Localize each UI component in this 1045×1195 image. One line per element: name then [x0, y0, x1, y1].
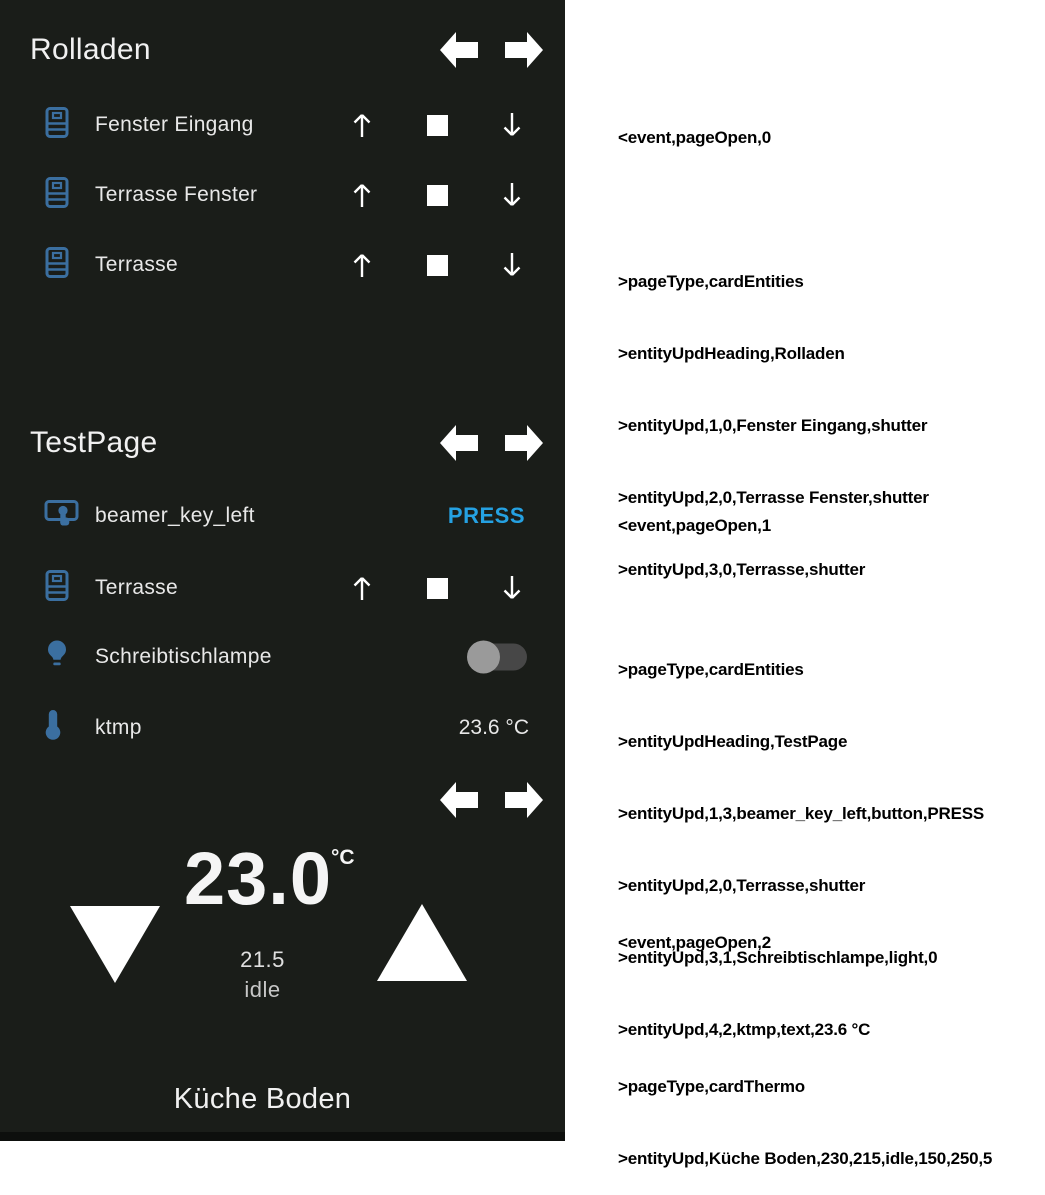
card2-nav-arrows: [440, 425, 543, 461]
protocol-line: >entityUpdHeading,Rolladen: [618, 344, 845, 363]
entity-label: Terrasse: [95, 576, 178, 599]
shutter-stop-button[interactable]: [427, 578, 448, 599]
arrow-right-icon: [505, 782, 543, 818]
protocol-line: >pageType,cardEntities: [618, 272, 804, 291]
protocol-event-line: <event,pageOpen,0: [618, 128, 771, 147]
entity-row: [0, 553, 565, 623]
page-next-button[interactable]: [505, 32, 543, 68]
protocol-line: >entityUpd,Küche Boden,230,215,idle,150,250,5: [618, 1149, 993, 1168]
arrow-down-icon: [499, 573, 525, 603]
card-heading-testpage: TestPage: [30, 426, 158, 459]
arrow-left-icon: [440, 32, 478, 68]
protocol-line: >entityUpd,2,0,Terrasse Fenster,shutter: [618, 488, 929, 507]
protocol-line: >pageType,cardThermo: [618, 1077, 805, 1096]
gesture-tap-button-icon: [44, 498, 80, 535]
arrow-down-icon: [499, 110, 525, 140]
entity-row: [0, 622, 565, 692]
window-shutter-icon: [44, 177, 70, 214]
entity-label: Terrasse: [95, 253, 178, 276]
arrow-down-icon: [499, 250, 525, 280]
thermo-entity-name: Küche Boden: [173, 1083, 352, 1115]
protocol-line: >entityUpd,3,1,Schreibtischlampe,light,0: [618, 948, 938, 967]
shutter-down-button[interactable]: [499, 250, 525, 280]
protocol-event-line: <event,pageOpen,2: [618, 933, 771, 952]
arrow-up-icon: [349, 250, 375, 280]
thermo-state: idle: [244, 977, 281, 1002]
protocol-line: >pageType,cardEntities: [618, 660, 804, 679]
entity-row: [0, 90, 565, 160]
thermo-current-temp: 23.0: [183, 837, 333, 920]
toggle-knob: [467, 641, 500, 674]
stop-square-icon: [427, 255, 448, 276]
protocol-line: >entityUpd,2,0,Terrasse,shutter: [618, 876, 866, 895]
entity-label: Terrasse Fenster: [95, 183, 258, 206]
entity-label: Fenster Eingang: [95, 113, 254, 136]
entity-label: ktmp: [95, 716, 142, 739]
shutter-up-button[interactable]: [349, 573, 375, 603]
protocol-line: >entityUpdHeading,TestPage: [618, 732, 848, 751]
stop-square-icon: [427, 578, 448, 599]
arrow-up-icon: [349, 180, 375, 210]
stop-square-icon: [427, 185, 448, 206]
protocol-event-line: <event,pageOpen,1: [618, 516, 771, 535]
shutter-up-button[interactable]: [349, 180, 375, 210]
shutter-stop-button[interactable]: [427, 115, 448, 136]
card-heading-rolladen: Rolladen: [30, 33, 151, 66]
shutter-up-button[interactable]: [349, 250, 375, 280]
card3-nav-arrows: [440, 782, 543, 818]
protocol-line: >entityUpd,4,2,ktmp,text,23.6 °C: [618, 1020, 871, 1039]
page-prev-button[interactable]: [440, 32, 478, 68]
press-button[interactable]: PRESS: [442, 502, 531, 530]
blank-line: [618, 198, 929, 222]
page-prev-button[interactable]: [440, 425, 478, 461]
page-next-button[interactable]: [505, 782, 543, 818]
shutter-down-button[interactable]: [499, 573, 525, 603]
protocol-line: >entityUpd,3,0,Terrasse,shutter: [618, 560, 866, 579]
entity-row: [0, 160, 565, 230]
window-shutter-icon: [44, 247, 70, 284]
blank-line: [618, 1003, 992, 1027]
light-toggle-switch[interactable]: [468, 643, 527, 672]
shutter-up-button[interactable]: [349, 110, 375, 140]
entity-row: [0, 693, 565, 763]
entity-label: beamer_key_left: [95, 504, 255, 527]
blank-line: [618, 586, 984, 610]
arrow-right-icon: [505, 32, 543, 68]
page-next-button[interactable]: [505, 425, 543, 461]
shutter-stop-button[interactable]: [427, 255, 448, 276]
entity-row: [0, 481, 565, 551]
stop-square-icon: [427, 115, 448, 136]
window-shutter-icon: [44, 570, 70, 607]
shutter-down-button[interactable]: [499, 180, 525, 210]
arrow-up-icon: [349, 573, 375, 603]
thermometer-icon: [44, 709, 62, 748]
arrow-up-icon: [349, 110, 375, 140]
window-shutter-icon: [44, 107, 70, 144]
screen-bottom-edge: [0, 1132, 565, 1141]
sensor-value: 23.6 °C: [458, 716, 529, 739]
arrow-left-icon: [440, 782, 478, 818]
shutter-down-button[interactable]: [499, 110, 525, 140]
shutter-stop-button[interactable]: [427, 185, 448, 206]
entity-row: [0, 230, 565, 300]
card1-nav-arrows: [440, 32, 543, 68]
thermo-setpoint: 21.5: [240, 947, 285, 972]
protocol-line: >entityUpd,1,3,beamer_key_left,button,PRESS: [618, 804, 984, 823]
arrow-down-icon: [499, 180, 525, 210]
thermo-unit: °C: [331, 846, 355, 869]
arrow-left-icon: [440, 425, 478, 461]
protocol-line: >entityUpd,1,0,Fenster Eingang,shutter: [618, 416, 928, 435]
lightbulb-icon: [44, 639, 70, 675]
arrow-right-icon: [505, 425, 543, 461]
protocol-block-page2: [618, 883, 992, 1195]
entity-label: Schreibtischlampe: [95, 645, 272, 668]
page-prev-button[interactable]: [440, 782, 478, 818]
